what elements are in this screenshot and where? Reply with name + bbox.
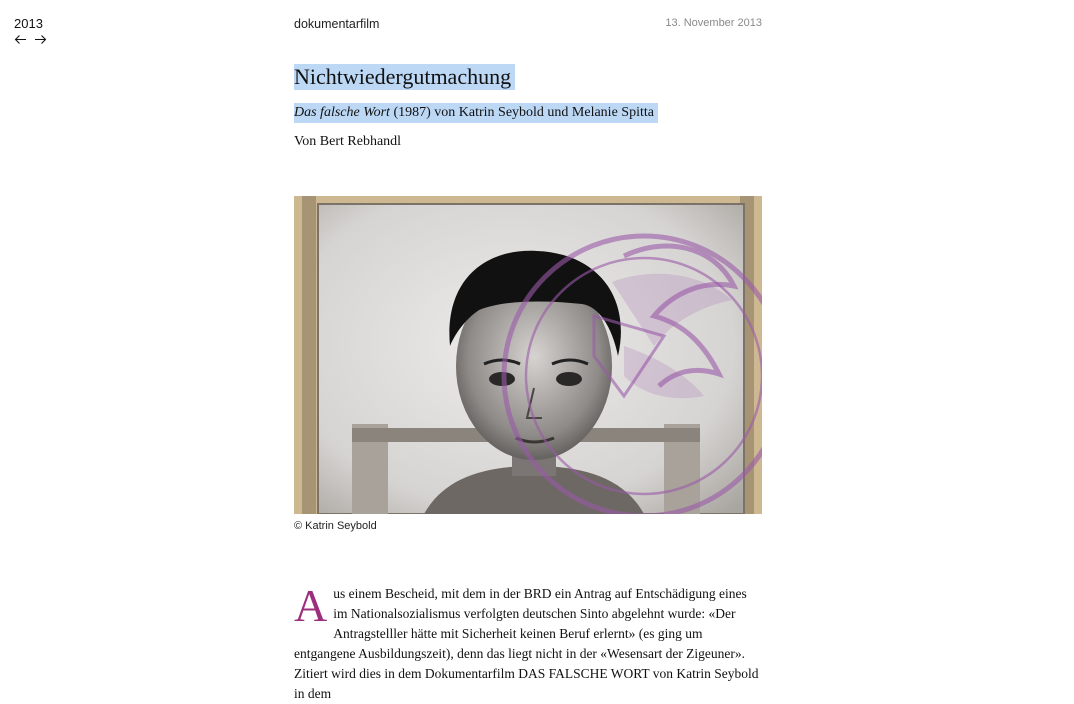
year-label[interactable]: 2013 xyxy=(14,16,43,31)
film-title: Das falsche Wort xyxy=(294,105,390,120)
film-still-image xyxy=(294,196,762,514)
arrow-right-icon[interactable] xyxy=(32,31,48,47)
category-link[interactable]: dokumentarfilm xyxy=(294,17,380,31)
year-navigation xyxy=(12,31,48,47)
title-block xyxy=(294,64,515,90)
body-paragraph: us einem Bescheid, mit dem in der BRD ein Antrag auf Entschädigung eines im Nationalsozialismus verfolgten deutschen Sinto abgelehnt wurde: «Der Antragstelller hätte mit Sicherheit keinen Beruf erlernt» (es ging um entgangene Ausbildungszeit), denn das liegt nicht in der «Wesensart der Zigeuner». Zitiert wird dies in dem Dokumentarfilm DAS FALSCHE WORT von Katrin Seybold in dem xyxy=(294,586,759,701)
publish-date: 13. November 2013 xyxy=(665,17,762,29)
article-body xyxy=(294,580,762,704)
drop-cap: A xyxy=(294,580,328,631)
article-title: Nichtwiedergutmachung xyxy=(294,64,515,90)
subtitle-block xyxy=(294,103,658,123)
byline: Von Bert Rebhandl xyxy=(294,134,402,149)
subtitle-rest: (1987) von Katrin Seybold und Melanie Spitta xyxy=(389,105,654,120)
arrow-left-icon[interactable] xyxy=(12,31,28,47)
article-header xyxy=(294,17,762,31)
image-credit: © Katrin Seybold xyxy=(294,520,377,532)
article-subtitle xyxy=(294,103,658,123)
